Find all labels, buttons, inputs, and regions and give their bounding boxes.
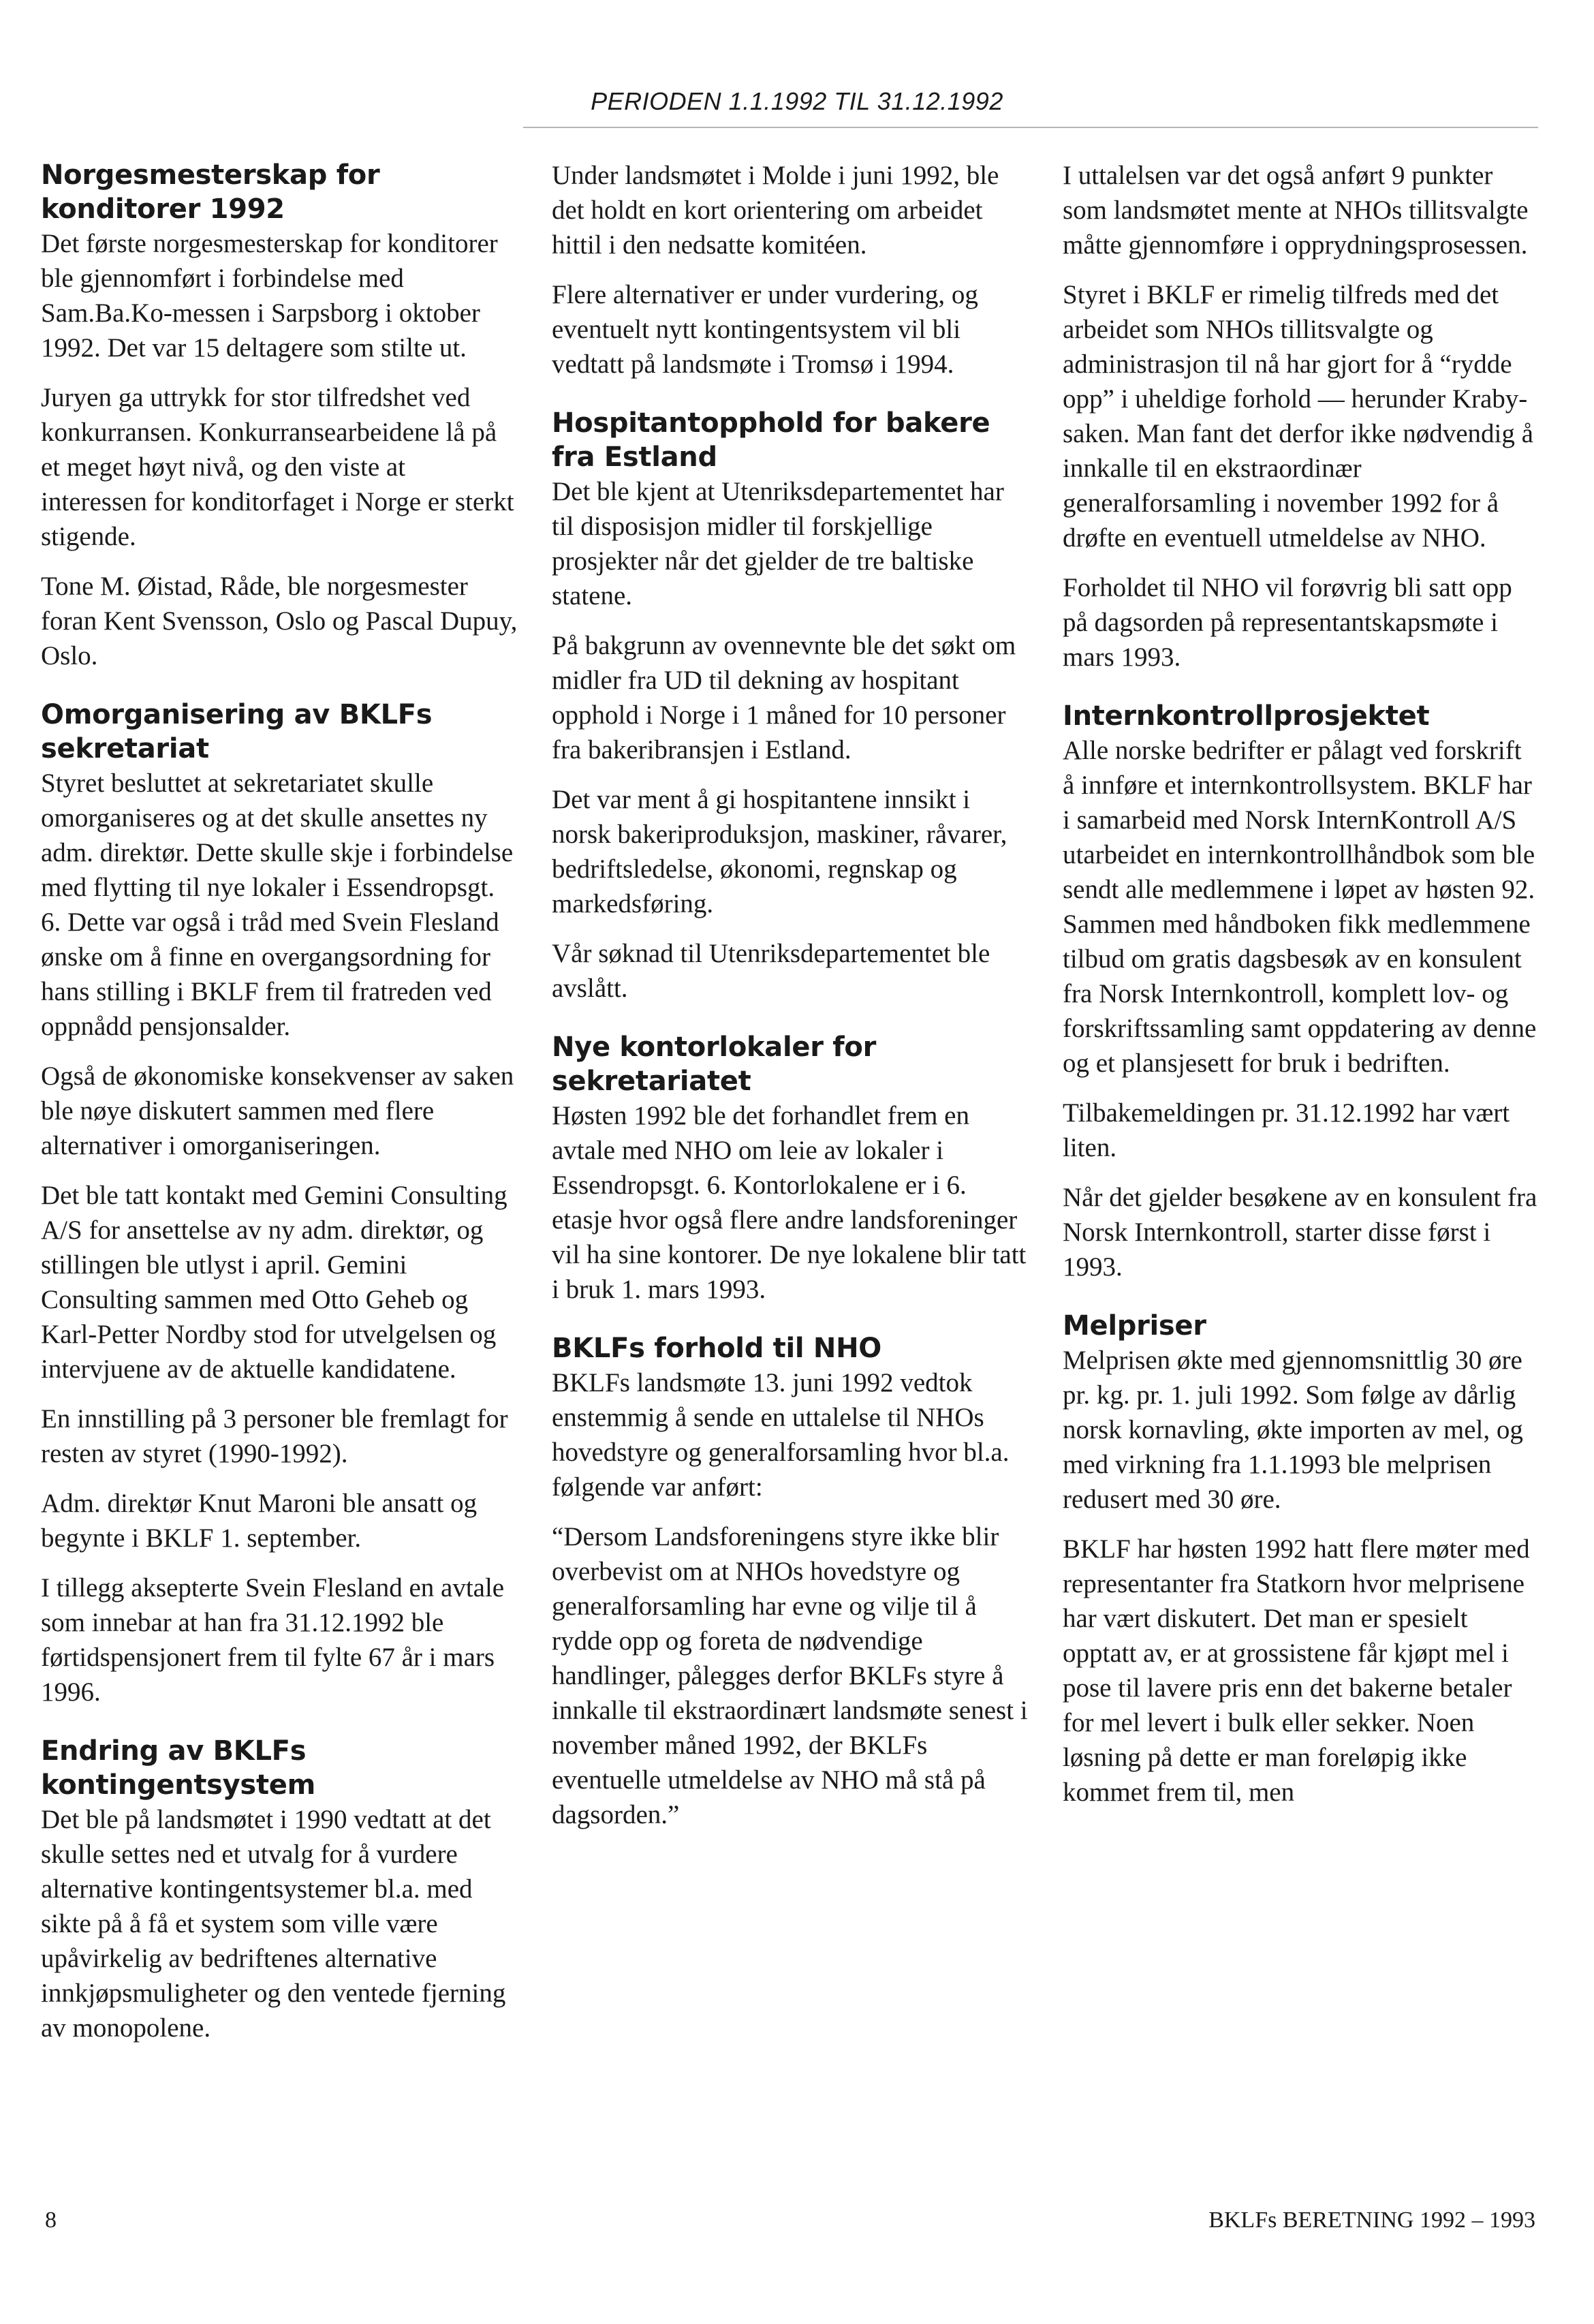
paragraph: Styret i BKLF er rimelig tilfreds med det arbeidet som NHOs tillitsvalgte og administrasjon til nå har gjort for å “rydde opp” i uheldige forhold — herunder Kraby-saken. Man fant det derfor ikke nødvendig å innkalle til en ekstraordinær generalforsamling i november 1992 for å drøfte en eventuell utmeldelse av NHO. [1063, 280, 1533, 553]
column-2 [552, 158, 1029, 1847]
paragraph: En innstilling på 3 personer ble fremlagt for resten av styret (1990-1992). [41, 1404, 508, 1468]
paragraph: Det ble kjent at Utenriksdepartementet har til disposisjon midler til forskjellige prosjekter når det gjelder de tre baltiske statene. [552, 477, 1004, 610]
paragraph: Det var ment å gi hospitantene innsikt i norsk bakeriproduksjon, maskiner, råvarer, bedriftsledelse, økonomi, regnskap og markedsføring. [552, 785, 1007, 918]
paragraph: Tilbakemeldingen pr. 31.12.1992 har vært liten. [1063, 1098, 1510, 1162]
paragraph: Vår søknad til Utenriksdepartementet ble avslått. [552, 939, 990, 1003]
section-heading-kontorlokaler: Nye kontorlokaler for sekretariatet [552, 1032, 877, 1097]
paragraph: BKLFs landsmøte 13. juni 1992 vedtok enstemmig å sende en uttalelse til NHOs hovedstyre og generalforsamling hvor bl.a. følgende var anført: [552, 1368, 1010, 1502]
paragraph: Det ble tatt kontakt med Gemini Consulting A/S for ansettelse av ny adm. direktør, og stillingen ble utlyst i april. Gemini Consulting sammen med Otto Geheb og Karl-Petter Nordby stod for utvelgelsen og intervjuene av de aktuelle kandidatene. [41, 1181, 507, 1384]
header-rule [523, 127, 1538, 128]
paragraph: Under landsmøtet i Molde i juni 1992, ble det holdt en kort orientering om arbeidet hittil i den nedsatte komitéen. [552, 161, 999, 260]
paragraph: Tone M. Øistad, Råde, ble norgesmester foran Kent Svensson, Oslo og Pascal Dupuy, Oslo. [41, 572, 518, 670]
column-1 [41, 158, 518, 2060]
section-heading-nho: BKLFs forhold til NHO [552, 1333, 881, 1364]
publication-title: BKLFs BERETNING 1992 – 1993 [1208, 2207, 1535, 2233]
paragraph: Juryen ga uttrykk for stor tilfredshet ved konkurransen. Konkurransearbeidene lå på et meget høyt nivå, og den viste at interessen for konditorfaget i Norge er sterkt stigende. [41, 383, 514, 551]
paragraph: I tillegg aksepterte Svein Flesland en avtale som innebar at han fra 31.12.1992 ble førtidspensjonert frem til fylte 67 år i mars 1996. [41, 1573, 505, 1707]
column-3 [1063, 158, 1540, 1825]
page-number: 8 [45, 2207, 57, 2233]
paragraph: Flere alternativer er under vurdering, og eventuelt nytt kontingentsystem vil bli vedtatt på landsmøte i Tromsø i 1994. [552, 280, 978, 379]
section-heading-hospitant: Hospitantopphold for bakere fra Estland [552, 407, 990, 473]
paragraph: “Dersom Landsforeningens styre ikke blir overbevist om at NHOs hovedstyre og generalforsamling har evne og vilje til å rydde opp og foreta de nødvendige handlinger, pålegges derfor BKLFs styre å innkalle til ekstraordinært landsmøte senest i november måned 1992, der BKLFs eventuelle utmeldelse av NHO må stå på dagsorden.” [552, 1522, 1028, 1829]
paragraph: I uttalelsen var det også anført 9 punkter som landsmøtet mente at NHOs tillitsvalgte måtte gjennomføre i opprydningsprosessen. [1063, 161, 1529, 260]
section-heading-melpriser: Melpriser [1063, 1310, 1206, 1342]
paragraph: Når det gjelder besøkene av en konsulent fra Norsk Internkontroll, starter disse først i 1993. [1063, 1183, 1537, 1282]
paragraph: Også de økonomiske konsekvenser av saken ble nøye diskutert sammen med flere alternativer i omorganiseringen. [41, 1062, 514, 1160]
section-heading-kontingent: Endring av BKLFs kontingentsystem [41, 1735, 315, 1801]
paragraph: Forholdet til NHO vil forøvrig bli satt opp på dagsorden på representantskapsmøte i mars 1993. [1063, 573, 1512, 672]
section-heading-internkontroll: Internkontrollprosjektet [1063, 700, 1430, 732]
paragraph: Melprisen økte med gjennomsnittlig 30 øre pr. kg. pr. 1. juli 1992. Som følge av dårlig norsk kornavling, økte importen av mel, og med virkning fra 1.1.1993 ble melprisen redusert med 30 øre. [1063, 1346, 1523, 1514]
paragraph: Alle norske bedrifter er pålagt ved forskrift å innføre et internkontrollsystem. BKLF har i samarbeid med Norsk InternKontroll A/S utarbeidet en internkontrollhåndbok som ble sendt alle medlemmene i løpet av høsten 92. Sammen med håndboken fikk medlemmene tilbud om gratis dagsbesøk av en konsulent fra Norsk Internkontroll, komplett lov- og forskriftssamling samt oppdatering av denne og et plansjesett for bruk i bedriften. [1063, 736, 1537, 1078]
paragraph: Styret besluttet at sekretariatet skulle omorganiseres og at det skulle ansettes ny adm. direktør. Dette skulle skje i forbindelse med flytting til nye lokaler i Essendropsgt. 6. Dette var også i tråd med Svein Flesland ønske om å finne en overgangsordning for hans stilling i BKLF frem til fratreden ved oppnådd pensjonsalder. [41, 769, 514, 1041]
running-header: PERIODEN 1.1.1992 TIL 31.12.1992 [591, 87, 1003, 115]
paragraph: Høsten 1992 ble det forhandlet frem en avtale med NHO om leie av lokaler i Essendropsgt. 6. Kontorlokalene er i 6. etasje hvor også flere andre landsforeninger vil ha sine kontorer. De nye lokalene blir tatt i bruk 1. mars 1993. [552, 1101, 1027, 1304]
paragraph: På bakgrunn av ovennevnte ble det søkt om midler fra UD til dekning av hospitant opphold i Norge i 1 måned for 10 personer fra bakeribransjen i Estland. [552, 631, 1016, 764]
section-heading-omorganisering: Omorganisering av BKLFs sekretariat [41, 699, 433, 764]
section-heading-konditorer: Norgesmesterskap for konditorer 1992 [41, 159, 380, 225]
paragraph: Det ble på landsmøtet i 1990 vedtatt at det skulle settes ned et utvalg for å vurdere alternative kontingentsystemer bl.a. med sikte på å få et system som ville være upåvirkelig av bedriftenes alternative innkjøpsmuligheter og den ventede fjerning av monopolene. [41, 1805, 506, 2043]
paragraph: Det første norgesmesterskap for konditorer ble gjennomført i forbindelse med Sam.Ba.Ko-messen i Sarpsborg i oktober 1992. Det var 15 deltagere som stilte ut. [41, 229, 498, 362]
paragraph: BKLF har høsten 1992 hatt flere møter med representanter fra Statkorn hvor melprisene har vært diskutert. Det man er spesielt opptatt av, er at grossistene får kjøpt mel i pose til lavere pris enn det bakerne betaler for mel levert i bulk eller sekker. Noen løsning på dette er man foreløpig ikke kommet frem til, men [1063, 1534, 1530, 1807]
paragraph: Adm. direktør Knut Maroni ble ansatt og begynte i BKLF 1. september. [41, 1489, 478, 1553]
